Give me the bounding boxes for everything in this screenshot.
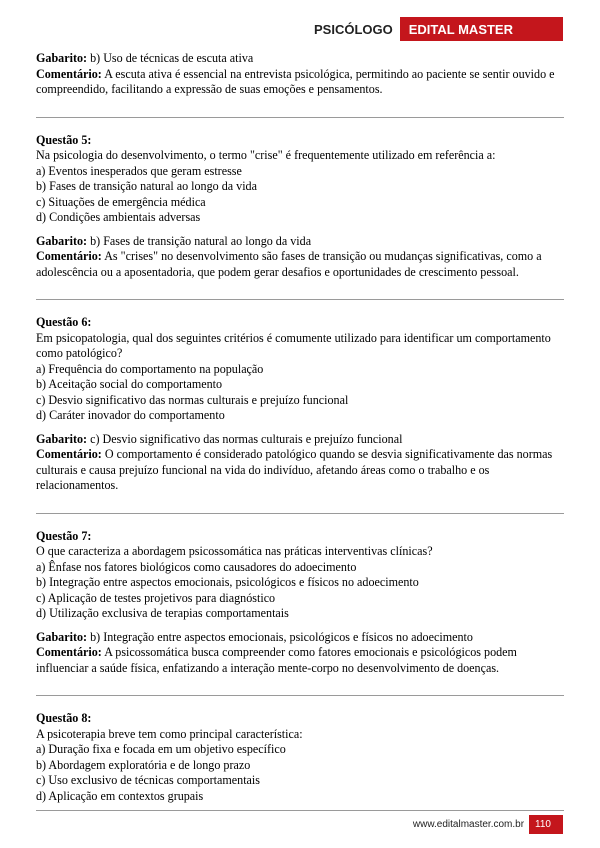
header-role: PSICÓLOGO (314, 21, 393, 37)
question-stem: A psicoterapia breve tem como principal característica: (36, 726, 303, 741)
gabarito-text: b) Fases de transição natural ao longo da vida (90, 233, 312, 248)
answer-block-q6 (36, 432, 564, 494)
option-a: a) Ênfase nos fatores biológicos como causadores do adoecimento (36, 559, 357, 574)
separator (36, 513, 564, 514)
comentario-label: Comentário: (36, 645, 102, 659)
question-stem: Em psicopatologia, qual dos seguintes critérios é comumente utilizado para identificar um comportamento como patológico? (36, 330, 551, 360)
gabarito-label: Gabarito: (36, 431, 88, 446)
gabarito-label: Gabarito: (36, 51, 88, 65)
separator (36, 117, 564, 118)
answer-block-q5 (36, 234, 564, 281)
option-b: b) Fases de transição natural ao longo da vida (36, 179, 257, 193)
page-number: 110 (529, 815, 563, 834)
question-7 (36, 529, 564, 622)
gabarito-text: b) Integração entre aspectos emocionais, psicológicos e físicos no adoecimento (90, 629, 473, 644)
option-c: c) Aplicação de testes projetivos para diagnóstico (36, 590, 276, 605)
option-d: d) Aplicação em contextos grupais (36, 788, 204, 803)
option-c: c) Uso exclusivo de técnicas comportamentais (36, 773, 260, 787)
comentario-text: A escuta ativa é essencial na entrevista psicológica, permitindo ao paciente se sentir ouvido e compreendido, facilitando a expressão de suas emoções e pensamentos. (36, 66, 555, 96)
footer-divider (36, 810, 564, 811)
option-a: a) Duração fixa e focada em um objetivo específico (36, 742, 286, 756)
separator (36, 299, 564, 300)
option-b: b) Aceitação social do comportamento (36, 377, 223, 391)
question-stem: Na psicologia do desenvolvimento, o termo "crise" é frequentemente utilizado em referência a: (36, 148, 496, 162)
gabarito-text: b) Uso de técnicas de escuta ativa (90, 51, 254, 65)
option-d: d) Utilização exclusiva de terapias comportamentais (36, 606, 289, 620)
footer-site-link[interactable]: www.editalmaster.com.br (412, 819, 525, 830)
option-d: d) Caráter inovador do comportamento (36, 408, 225, 422)
comentario-text: As "crises" no desenvolvimento são fases de transição ou mudanças significativas, como a adolescência ou a aposentadoria, que podem gerar desafios e oportunidades de crescimento pessoal. (36, 249, 542, 279)
option-c: c) Desvio significativo das normas culturais e prejuízo funcional (36, 392, 349, 407)
page-content (36, 51, 564, 812)
comentario-label: Comentário: (36, 66, 102, 81)
option-c: c) Situações de emergência médica (36, 194, 206, 209)
header-brand: EDITAL MASTER (400, 17, 563, 41)
answer-block-q4 (36, 51, 564, 98)
option-a: a) Frequência do comportamento na população (36, 361, 264, 376)
question-title: Questão 5: (36, 132, 92, 147)
page-header (314, 17, 563, 41)
question-5 (36, 133, 564, 226)
comentario-text: O comportamento é considerado patológico quando se desvia significativamente das normas culturais e causa prejuízo funcional na vida do indivíduo, afetando áreas como o trabalho e os relacionamentos. (36, 447, 553, 492)
question-stem: O que caracteriza a abordagem psicossomática nas práticas interventivas clínicas? (36, 544, 433, 558)
question-8 (36, 711, 564, 804)
question-6 (36, 315, 564, 424)
option-b: b) Abordagem exploratória e de longo prazo (36, 757, 251, 772)
gabarito-label: Gabarito: (36, 233, 88, 248)
option-b: b) Integração entre aspectos emocionais, psicológicos e físicos no adoecimento (36, 575, 419, 589)
question-title: Questão 8: (36, 711, 92, 725)
gabarito-text: c) Desvio significativo das normas culturais e prejuízo funcional (90, 431, 403, 446)
comentario-label: Comentário: (36, 447, 102, 461)
question-title: Questão 6: (36, 315, 92, 329)
comentario-label: Comentário: (36, 249, 102, 263)
answer-block-q7 (36, 630, 564, 677)
question-title: Questão 7: (36, 528, 92, 543)
gabarito-label: Gabarito: (36, 629, 88, 644)
page-footer (413, 815, 563, 834)
comentario-text: A psicossomática busca compreender como fatores emocionais e psicológicos podem influenciar a saúde física, enfatizando a interação mente-corpo no desenvolvimento de doenças. (36, 645, 517, 675)
separator (36, 695, 564, 696)
option-a: a) Eventos inesperados que geram estresse (36, 163, 242, 178)
option-d: d) Condições ambientais adversas (36, 210, 201, 224)
